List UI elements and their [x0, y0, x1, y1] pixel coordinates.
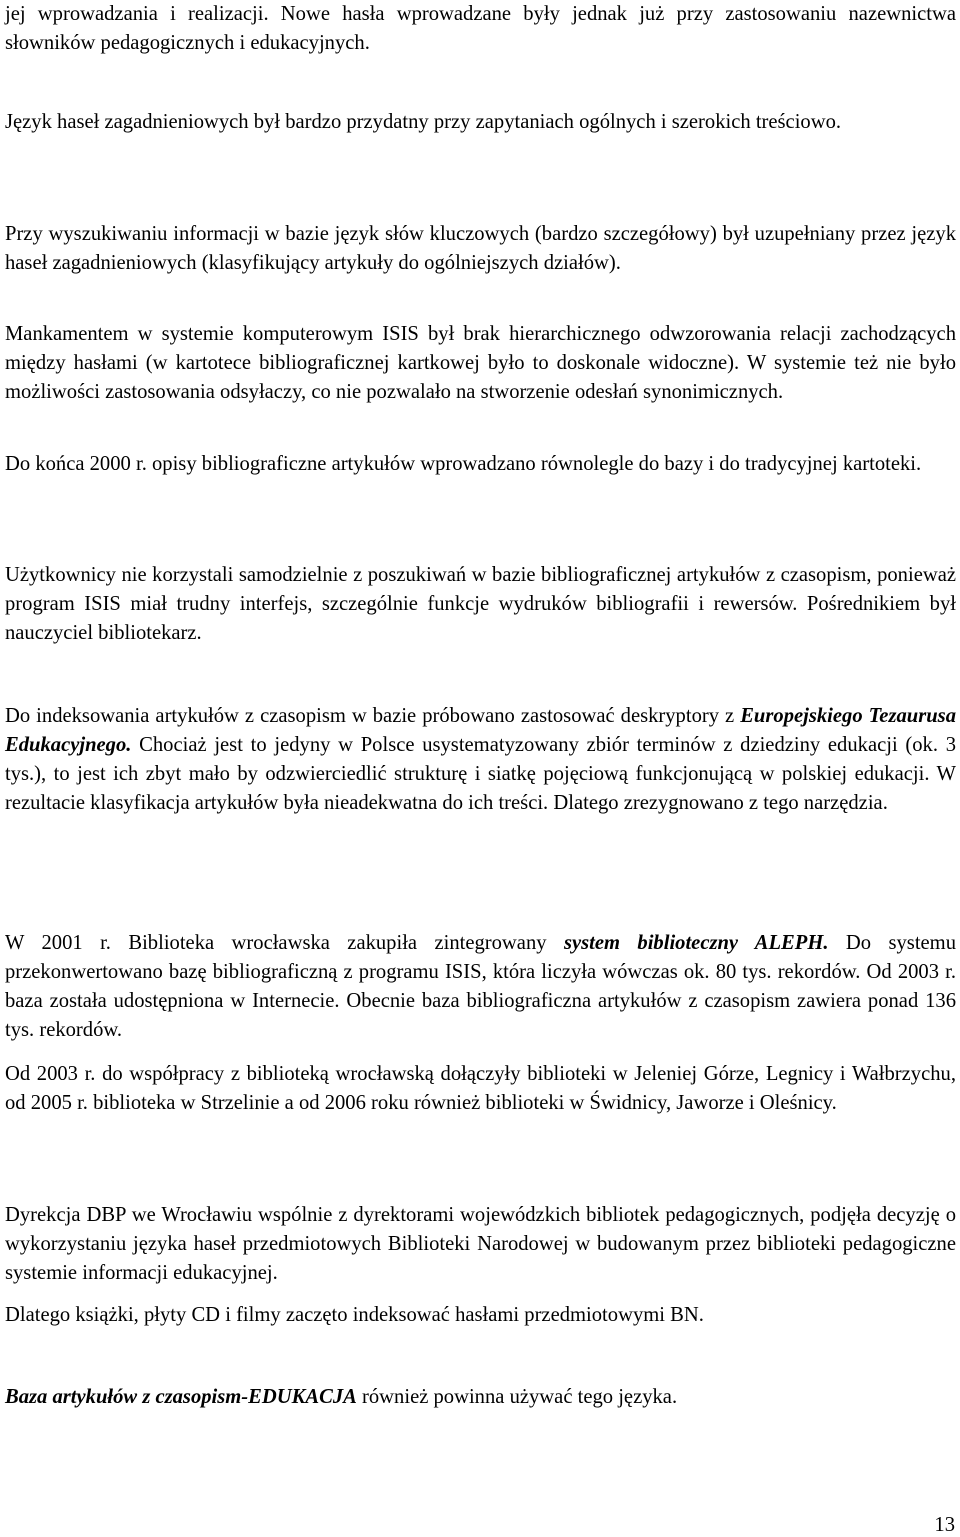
paragraph	[5, 320, 956, 407]
emphasized-title: Europejskiego Tezaurusa Edukacyjnego.	[5, 705, 956, 756]
paragraph-text: Do końca 2000 r. opisy bibliograficzne artykułów wprowadzano równolegle do bazy i do tradycyjnej kartoteki.	[5, 453, 922, 475]
page-number: 13	[934, 1514, 955, 1536]
paragraph-text: Dlatego książki, płyty CD i filmy zaczęto indeksować hasłami przedmiotowymi BN.	[5, 1304, 704, 1326]
paragraph-text-pre: W 2001 r. Biblioteka wrocławska zakupiła zintegrowany	[5, 932, 564, 954]
paragraph	[5, 450, 956, 479]
paragraph	[5, 561, 956, 648]
paragraph	[5, 1383, 956, 1412]
paragraph-text: Mankamentem w systemie komputerowym ISIS był brak hierarchicznego odwzorowania relacji zachodzących między hasłami (w kartotece bibliograficznej kartkowej było to doskonale widoczne). W systemie też nie było możliwości zastosowania odsyłaczy, co nie pozwalało na stworzenie odesłań synonimicznych.	[5, 323, 956, 403]
paragraph-text: Przy wyszukiwaniu informacji w bazie język słów kluczowych (bardzo szczegółowy) był uzupełniany przez język haseł zagadnieniowych (klasyfikujący artykuły do ogólniejszych działów).	[5, 223, 956, 274]
paragraph-text-pre: Do indeksowania artykułów z czasopism w bazie próbowano zastosować deskryptory z	[5, 705, 741, 727]
paragraph	[5, 108, 956, 137]
paragraph-text: Od 2003 r. do współpracy z biblioteką wrocławską dołączyły biblioteki w Jeleniej Górze, Legnicy i Wałbrzychu, od 2005 r. biblioteka w Strzelinie a od 2006 roku również biblioteki w Świdnicy, Jaworze i Oleśnicy.	[5, 1063, 956, 1114]
paragraph-text: Język haseł zagadnieniowych był bardzo przydatny przy zapytaniach ogólnych i szerokich treściowo.	[5, 111, 842, 133]
paragraph-text: Użytkownicy nie korzystali samodzielnie z poszukiwań w bazie bibliograficznej artykułów z czasopism, ponieważ program ISIS miał trudny interfejs, szczególnie funkcje wydruków bibliografii i rewersów. Pośrednikiem był nauczyciel bibliotekarz.	[5, 564, 956, 644]
emphasized-system-name: system biblioteczny ALEPH.	[563, 932, 829, 954]
paragraph-text: Dyrekcja DBP we Wrocławiu wspólnie z dyrektorami wojewódzkich bibliotek pedagogicznych, podjęła decyzję o wykorzystaniu języka haseł przedmiotowych Biblioteki Narodowej w budowanym przez biblioteki pedagogiczne systemie informacji edukacyjnej.	[5, 1204, 956, 1284]
paragraph	[5, 929, 956, 1045]
paragraph	[5, 220, 956, 278]
paragraph-text-post: Do systemu przekonwertowano bazę bibliograficzną z programu ISIS, która liczyła wówczas ok. 80 tys. rekordów. Od 2003 r. baza została udostępniona w Internecie. Obecnie baza bibliograficzna artykułów z czasopism zawiera ponad 136 tys. rekordów.	[5, 932, 956, 1041]
paragraph	[5, 1301, 956, 1330]
paragraph	[5, 0, 956, 58]
paragraph-text-post: Chociaż jest to jedyny w Polsce usystematyzowany zbiór terminów z dziedziny edukacji (ok. 3 tys.), to jest ich zbyt mało by odzwierciedlić strukturę i siatkę pojęciową funkcjonującą w polskiej edukacji. W rezultacie klasyfikacja artykułów była nieadekwatna do ich treści. Dlatego zrezygnowano z tego narzędzia.	[5, 734, 956, 814]
paragraph-text: jej wprowadzania i realizacji. Nowe hasła wprowadzane były jednak już przy zastosowaniu nazewnictwa słowników pedagogicznych i edukacyjnych.	[5, 3, 956, 54]
paragraph	[5, 702, 956, 818]
emphasized-database-name: Baza artykułów z czasopism-EDUKACJA	[5, 1386, 357, 1408]
paragraph-text-post: również powinna używać tego języka.	[356, 1386, 678, 1408]
paragraph	[5, 1201, 956, 1288]
paragraph	[5, 1060, 956, 1118]
